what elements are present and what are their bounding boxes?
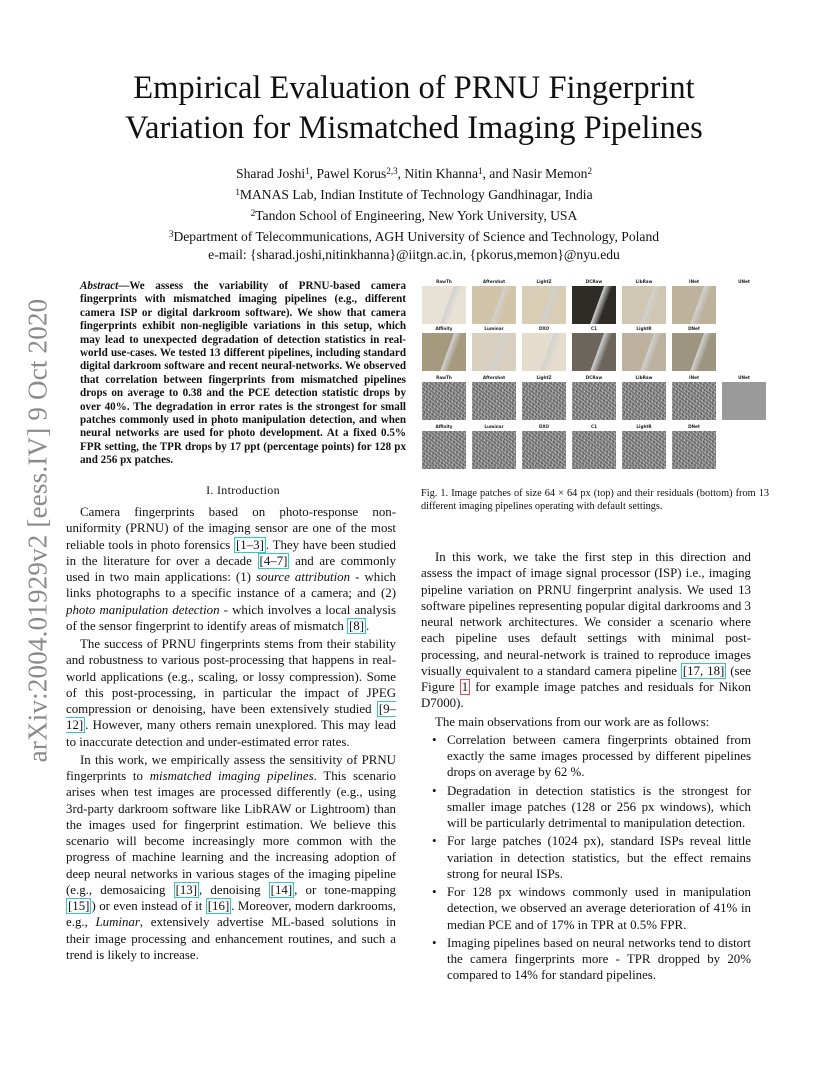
patch-label: LightR	[636, 424, 652, 429]
patch-label: INet	[689, 279, 699, 284]
image-patch	[472, 333, 516, 371]
citation-link[interactable]: [4–7]	[259, 553, 288, 568]
image-patch	[522, 286, 566, 324]
citation-link[interactable]: [13]	[175, 882, 198, 897]
email-line: e-mail: {sharad.joshi,nitinkhanna}@iitgn.ac.in, {pkorus,memon}@nyu.edu	[208, 247, 620, 262]
observation-item: • Degradation in detection statistics is the strongest for smaller image patches (128 or 256 px windows), which will be particularly detrimental to manipulation detection.	[447, 783, 751, 832]
patch-label: Affinity	[435, 326, 453, 331]
image-patch	[522, 333, 566, 371]
observation-item: • Imaging pipelines based on neural networks tend to distort the camera fingerprints more - TPR dropped by 20% compared to 14% for standard pipelines.	[447, 935, 751, 984]
observation-item: • Correlation between camera fingerprints obtained from exactly the same images processed by different pipelines drops on average by 62 %.	[447, 732, 751, 781]
citation-link[interactable]: [1–3]	[236, 537, 264, 552]
patch-label: Aftershot	[482, 279, 506, 284]
patch-label: DNet	[688, 424, 700, 429]
author-3-sup: 1	[477, 166, 483, 176]
intro-paragraph-3: In this work, we empirically assess the sensitivity of PRNU fingerprints to mismatched imaging pipelines. This scenario arises when test images are processed differently (e.g., using 3rd-party darkroom software like LibRAW or Lightroom) than the images used for fingerprint estimation. We believe this scenario will become increasingly more common with the progress of machine learning and the increasing adoption of deep neural networks in various stages of the imaging pipeline (e.g., demosaicing [13] , denoising [14] , or tone-mapping [15] ) or even instead of it [16] . Moreover, modern darkrooms, e.g., Luminar, extensively advertise ML-based solutions in their image processing and enhancement routines, and such a trend is likely to increase.	[66, 752, 397, 962]
patch-label: LightZ	[536, 375, 552, 380]
patch-label: UNet	[738, 375, 750, 380]
patch-label: UNet	[738, 279, 750, 284]
patch-label: DCRaw	[585, 375, 603, 380]
citation-link[interactable]: [16]	[207, 899, 230, 913]
figure-1-patches	[422, 279, 770, 473]
patch-label: DXO	[538, 326, 550, 331]
patch-label: DCRaw	[585, 279, 603, 284]
patch-label: C1	[591, 326, 597, 331]
patch-label: RawTh	[436, 375, 452, 380]
patch-label: RawTh	[436, 279, 452, 284]
observation-list	[421, 732, 751, 984]
image-patch	[422, 286, 466, 324]
residual-patch	[622, 431, 666, 469]
abstract-label: Abstract	[80, 280, 119, 292]
aff-1-sup: 1	[235, 187, 240, 197]
title-line-1: Empirical Evaluation of PRNU Fingerprint	[133, 70, 695, 106]
residual-patch	[522, 431, 566, 469]
residual-patch	[422, 382, 466, 420]
section-heading: I. Introduction	[206, 483, 280, 497]
residual-patch	[522, 382, 566, 420]
aff-2-text: Tandon School of Engineering, New York University, USA	[255, 208, 578, 223]
author-4-sup: 2	[587, 166, 592, 176]
figure-ref-link[interactable]: 1	[461, 680, 469, 694]
patch-label: LightR	[636, 326, 652, 331]
residual-patch	[472, 431, 516, 469]
aff-3-text: Department of Telecommunications, AGH University of Science and Technology, Poland	[173, 229, 660, 244]
aff-1-text: MANAS Lab, Indian Institute of Technology Gandhinagar, India	[239, 187, 593, 202]
patch-label: LightZ	[536, 279, 552, 284]
abstract-text: —We assess the variability of PRNU-based camera fingerprints with mismatched imaging pipelines (e.g., different camera ISP or digital darkroom software). We show that camera fingerprints exhibit non-negligible variations in this setup, which may lead to unexpected degradation of detection statistics in real-world use-cases. We tested 13 different pipelines, including standard digital darkroom software and recent neural-networks. We observed that correlation between fingerprints from mismatched pipelines drops on average to 0.38 and the PCE detection statistic drops by over 40%. The degradation in error rates is the strongest for small patches commonly used in photo manipulation detection, and when neural networks are used for photo development. At a fixed 0.5% FPR setting, the TPR drops by 17 ppt (percentage points) for 128 px and 256 px patches.	[80, 280, 406, 467]
patch-label: INet	[689, 375, 699, 380]
abstract	[80, 280, 406, 468]
affiliation-2	[80, 204, 748, 225]
author-1: Sharad Joshi	[236, 166, 306, 181]
patch-label: C1	[591, 424, 597, 429]
image-patch	[622, 333, 666, 371]
citation-link[interactable]: [14]	[270, 882, 293, 897]
right-column-body	[421, 549, 751, 986]
author-1-sup: 1	[305, 166, 310, 176]
image-patch	[572, 333, 616, 371]
image-patch	[422, 333, 466, 371]
paper-title	[80, 68, 748, 148]
patch-label: Luminar	[484, 326, 504, 331]
image-patch	[572, 286, 616, 324]
image-patch	[472, 286, 516, 324]
aff-2-sup: 2	[250, 208, 256, 218]
image-patch	[672, 286, 716, 324]
author-2: Pawel Korus	[316, 166, 387, 181]
patch-label: Affinity	[435, 424, 453, 429]
figure-caption: Fig. 1. Image patches of size 64 × 64 px (top) and their residuals (bottom) from 13 different imaging pipelines operating with default settings.	[421, 488, 769, 512]
observation-item: • For large patches (1024 px), standard ISPs reveal little variation in detection statistics, but the effect remains strong for neural ISPs.	[447, 833, 751, 882]
left-column-body	[66, 504, 396, 965]
patch-label: LibRaw	[635, 279, 653, 284]
citation-link[interactable]: [15]	[68, 899, 90, 913]
residual-patch	[672, 382, 716, 420]
author-2-sup: 2,3	[386, 166, 398, 176]
residual-patch	[622, 382, 666, 420]
intro-paragraph-2: The success of PRNU fingerprints stems from their stability and robustness to various post-processing that happens in real-world applications (e.g., scaling, or lossy compression). Some of this post-processing, in particular the impact of JPEG compression or denoising, have been extensively studied [9–12] . However, many others remain unexplored. This may lead to inaccurate detection and under-estimated error rates.	[66, 637, 396, 749]
patch-label: LibRaw	[635, 375, 653, 380]
image-patch	[722, 286, 766, 324]
patch-label: Luminar	[484, 424, 504, 429]
citation-link[interactable]: [9–12]	[66, 702, 396, 733]
residual-patch	[422, 431, 466, 469]
observation-item: • For 128 px windows commonly used in manipulation detection, we observed an average deterioration of 41% in median PCE and of 17% in TPR at 0.5% FPR.	[447, 884, 751, 933]
image-patch	[622, 286, 666, 324]
right-paragraph-1: In this work, we take the first step in this direction and assess the impact of image signal processor (ISP) i.e., imaging pipeline variation on PRNU fingerprint analysis. We used 13 software pipelines representing popular digital darkrooms and 3 neural network architectures. We consider a scenario where each pipeline uses default settings with minimal post-processing, and neural-network is trained to reproduce images visually equivalent to a standard camera pipeline [17, 18] (see Figure 1 for example image patches and residuals for Nikon D7000).	[421, 550, 751, 711]
title-line-2: Variation for Mismatched Imaging Pipelines	[125, 110, 703, 146]
residual-patch	[572, 431, 616, 469]
patch-label: Aftershot	[482, 375, 506, 380]
aff-3-sup: 3	[168, 229, 174, 239]
residual-patch	[572, 382, 616, 420]
intro-paragraph-1: Camera fingerprints based on photo-response non-uniformity (PRNU) of the imaging sensor are one of the most reliable tools in photo forensics [1–3] . They have been studied in the literature for over a decade [4–7] and are commonly used in two main applications: (1) source attribution - which links photographs to a specific instance of a camera; and (2) photo manipulation detection - which involves a local analysis of the sensor fingerprint to identify areas of mismatch [8] .	[66, 505, 396, 633]
author-4: and Nasir Memon	[489, 166, 588, 181]
patch-label: DXO	[538, 424, 550, 429]
citation-link[interactable]: [17, 18]	[682, 663, 725, 678]
right-paragraph-2: The main observations from our work are as follows:	[435, 714, 710, 729]
arxiv-identifier: arXiv:2004.01929v2 [eess.IV] 9 Oct 2020	[22, 298, 53, 762]
residual-patch	[672, 431, 716, 469]
affiliation-1	[80, 183, 748, 204]
author-3: Nitin Khanna	[404, 166, 478, 181]
arxiv-sidebar	[18, 290, 58, 770]
patch-label: DNet	[688, 326, 700, 331]
affiliation-3	[80, 225, 748, 246]
author-block	[80, 162, 748, 264]
residual-patch	[472, 382, 516, 420]
residual-patch	[722, 382, 766, 420]
image-patch	[672, 333, 716, 371]
citation-link[interactable]: [8]	[349, 618, 365, 633]
author-names: Sharad Joshi$^1$, Pawel Korus$^{2,3}$, Nitin Khanna$^1$, and Nasir Memon$^2$	[236, 166, 592, 181]
